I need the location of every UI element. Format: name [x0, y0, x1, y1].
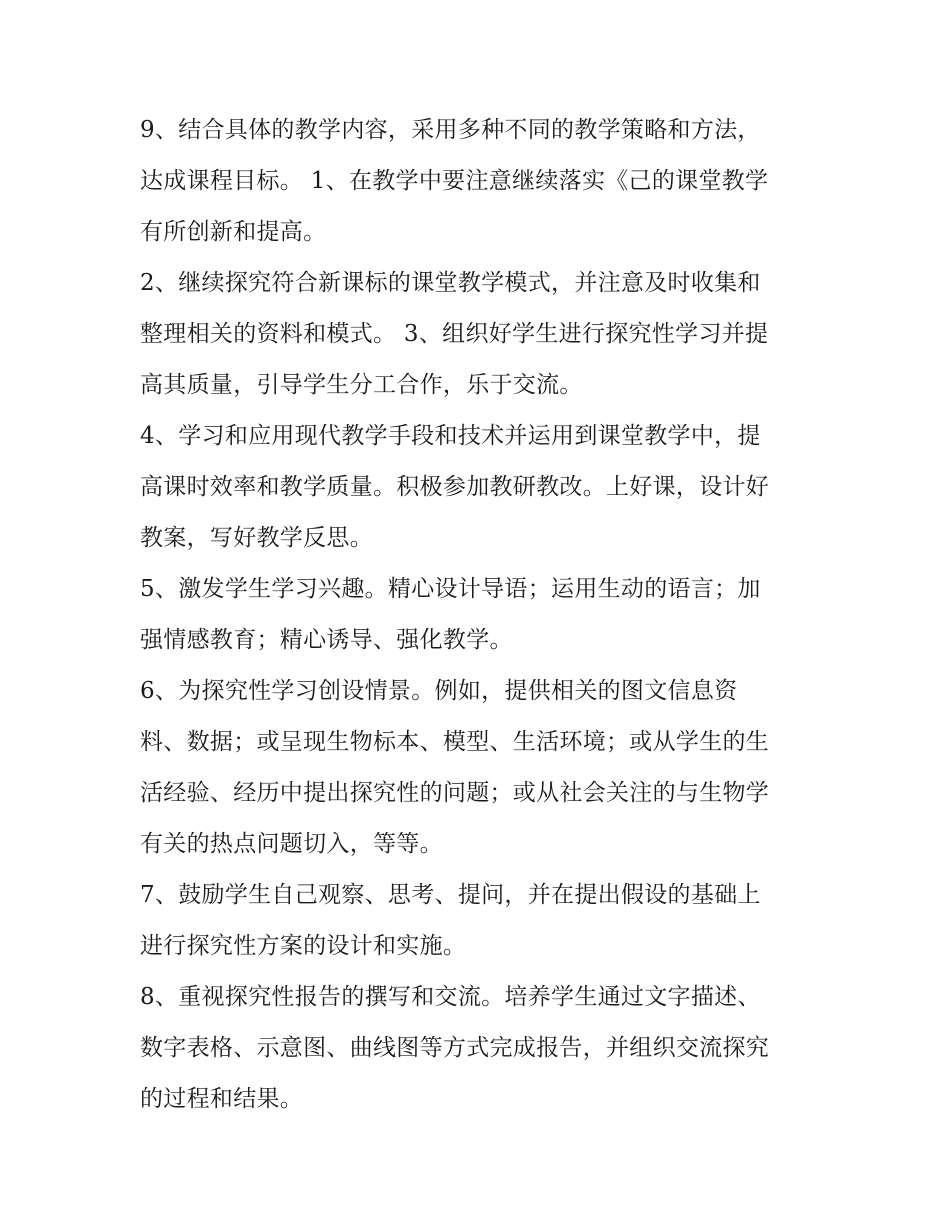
body-text [140, 105, 830, 1125]
text-line: 进行探究性方案的设计和实施。 [140, 933, 467, 959]
text-line: 的过程和结果。 [140, 1086, 304, 1112]
text-line: 5、激发学生学习兴趣。精心设计导语；运用生动的语言；加 [140, 576, 761, 602]
text-line: 9、结合具体的教学内容，采用多种不同的教学策略和方法， [140, 117, 761, 143]
text-line: 8、重视探究性报告的撰写和交流。培养学生通过文字描述、 [140, 984, 761, 1010]
text-line: 高课时效率和教学质量。积极参加教研教改。上好课，设计好 [140, 474, 770, 500]
text-line: 6、为探究性学习创设情景。例如，提供相关的图文信息资 [140, 678, 738, 704]
text-line: 教案，写好教学反思。 [140, 525, 373, 551]
text-line: 强情感教育；精心诱导、强化教学。 [140, 627, 513, 653]
text-line: 有关的热点问题切入，等等。 [140, 831, 443, 857]
text-line: 料、数据；或呈现生物标本、模型、生活环境；或从学生的生 [140, 729, 770, 755]
text-line: 活经验、经历中提出探究性的问题；或从社会关注的与生物学 [140, 780, 770, 806]
text-line: 达成课程目标。 1、在教学中要注意继续落实《己的课堂教学 [140, 168, 769, 194]
text-line: 数字表格、示意图、曲线图等方式完成报告，并组织交流探究 [140, 1035, 770, 1061]
text-line: 2、继续探究符合新课标的课堂教学模式，并注意及时收集和 [140, 270, 761, 296]
text-line: 7、鼓励学生自己观察、思考、提问，并在提出假设的基础上 [140, 882, 761, 908]
text-line: 4、学习和应用现代教学手段和技术并运用到课堂教学中，提 [140, 423, 761, 449]
text-line: 整理相关的资料和模式。 3、组织好学生进行探究性学习并提 [140, 321, 769, 347]
text-line: 高其质量，引导学生分工合作，乐于交流。 [140, 372, 583, 398]
text-line: 有所创新和提高。 [140, 219, 327, 245]
